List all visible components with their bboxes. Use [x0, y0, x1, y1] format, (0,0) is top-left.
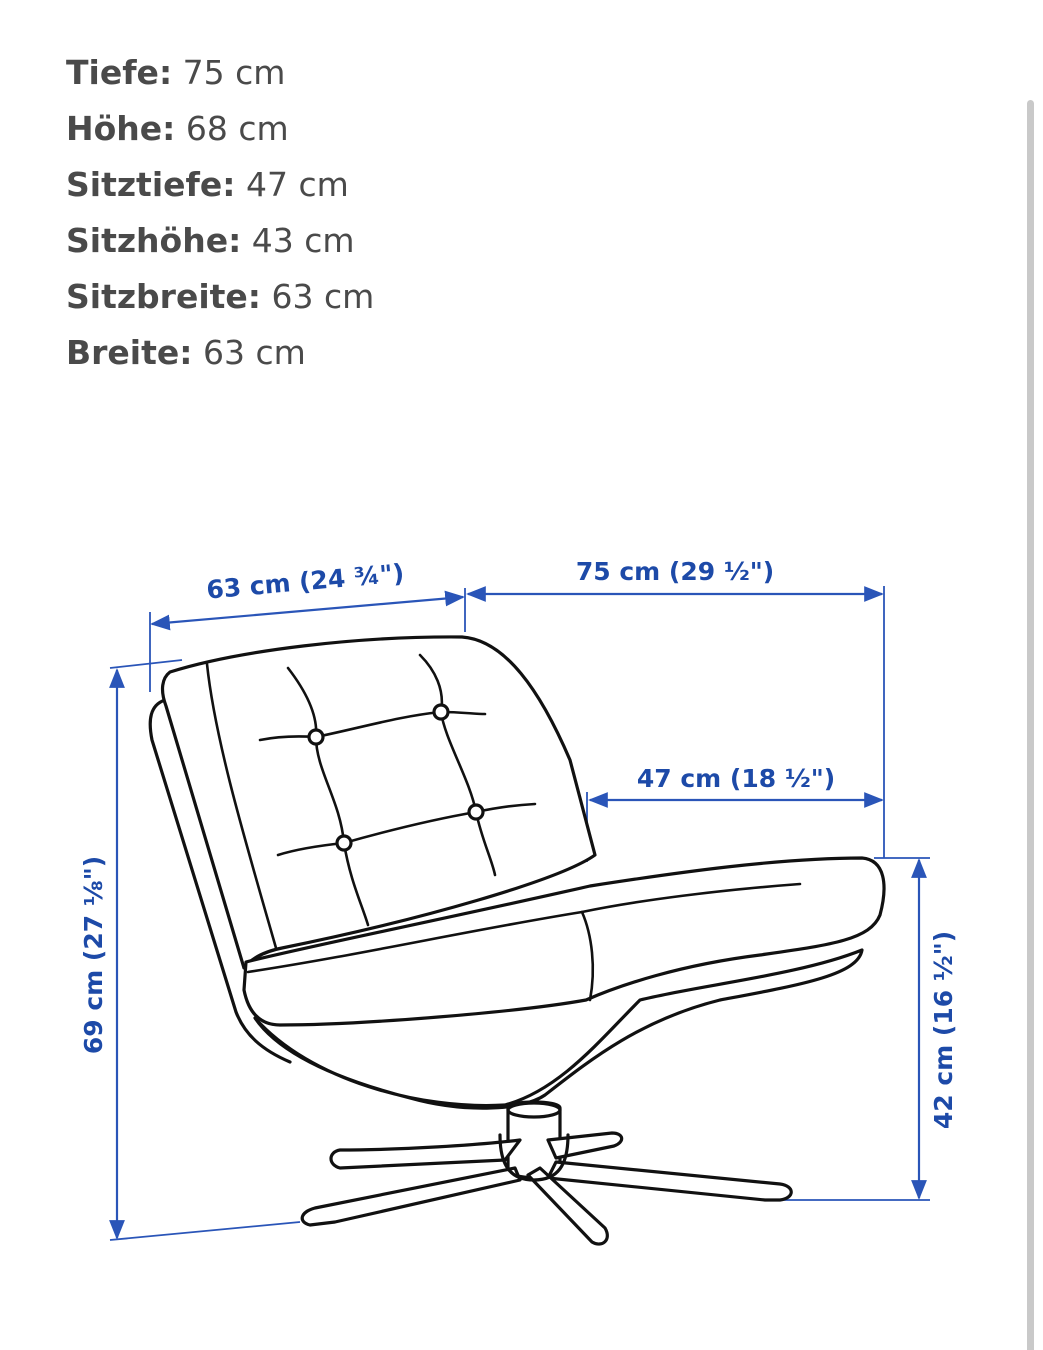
spec-value: 63 cm	[202, 333, 306, 372]
spec-value: 75 cm	[182, 53, 286, 92]
spec-value: 47 cm	[245, 165, 349, 204]
button-tuft-icon	[309, 730, 323, 744]
spec-label: Höhe:	[66, 109, 176, 148]
button-tuft-icon	[469, 805, 483, 819]
spec-label: Breite:	[66, 333, 193, 372]
spec-value: 68 cm	[185, 109, 289, 148]
spec-label: Tiefe:	[66, 53, 173, 92]
button-tuft-icon	[434, 705, 448, 719]
depth-label: 75 cm (29 ½")	[575, 557, 775, 586]
spec-label: Sitzhöhe:	[66, 221, 242, 260]
seat-depth-dimension	[587, 764, 882, 862]
spec-label: Sitztiefe:	[66, 165, 236, 204]
seat-height-label: 42 cm (16 ½")	[929, 930, 958, 1130]
swivel-chair-illustration	[150, 637, 884, 1244]
spec-label: Sitzbreite:	[66, 277, 262, 316]
button-tuft-icon	[337, 836, 351, 850]
width-label: 63 cm (24 ¾")	[205, 558, 406, 605]
scrollbar[interactable]	[1027, 100, 1034, 1350]
seat-depth-label: 47 cm (18 ½")	[636, 764, 836, 793]
height-label: 69 cm (27 ⅛")	[79, 855, 108, 1055]
spec-value: 43 cm	[251, 221, 355, 260]
spec-value: 63 cm	[271, 277, 375, 316]
